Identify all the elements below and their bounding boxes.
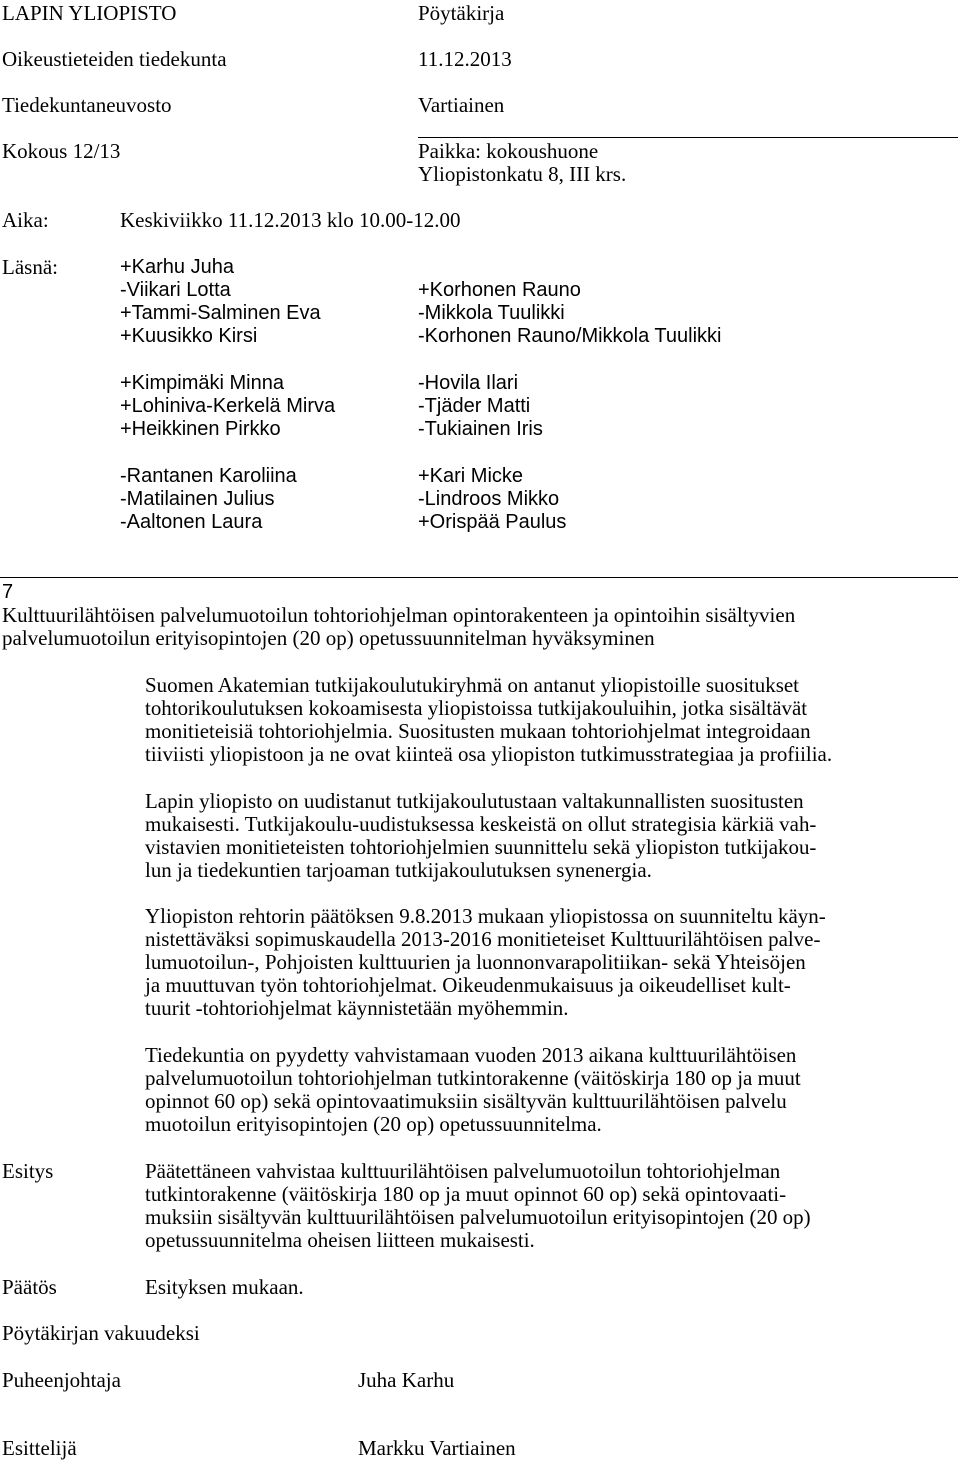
item-number: 7	[2, 581, 14, 603]
attendee-right: +Korhonen Rauno	[418, 279, 581, 301]
proposal-line: Päätettäneen vahvistaa kulttuurilähtöisen palvelumuotoilun tohtoriohjelman	[145, 1159, 781, 1183]
attendee-right: -Lindroos Mikko	[418, 488, 560, 510]
secretary-name: Markku Vartiainen	[358, 1436, 516, 1460]
paragraph-line: Tiedekuntia on pyydetty vahvistamaan vuoden 2013 aikana kulttuurilähtöisen	[145, 1043, 797, 1067]
university-name: LAPIN YLIOPISTO	[2, 1, 177, 25]
attendee-right: -Tukiainen Iris	[418, 418, 543, 440]
paragraph-line: Suomen Akatemian tutkijakoulutukiryhmä on antanut yliopistoille suositukset	[145, 673, 799, 697]
attendee-left: +Kuusikko Kirsi	[120, 325, 258, 347]
document-date: 11.12.2013	[418, 47, 512, 71]
attestation-text: Pöytäkirjan vakuudeksi	[2, 1321, 200, 1345]
chair-label: Puheenjohtaja	[2, 1368, 121, 1392]
council-name: Tiedekuntaneuvosto	[2, 93, 172, 117]
attendance-label: Läsnä:	[2, 255, 58, 279]
proposal-label: Esitys	[2, 1159, 54, 1183]
paragraph-line: muotoilun erityisopintojen (20 op) opetussuunnitelma.	[145, 1112, 602, 1136]
paragraph-line: palvelumuotoilun tohtoriohjelman tutkintorakenne (väitöskirja 180 op ja muut	[145, 1066, 801, 1090]
time-value: Keskiviikko 11.12.2013 klo 10.00-12.00	[120, 208, 461, 232]
header-divider	[418, 137, 958, 138]
paragraph-line: lumuotoilun-, Pohjoisten kulttuurien ja luonnonvarapolitiikan- sekä Yhteisöjen	[145, 950, 806, 974]
attendee-right: -Korhonen Rauno/Mikkola Tuulikki	[418, 325, 722, 347]
decision-value: Esityksen mukaan.	[145, 1275, 304, 1299]
attendee-right: +Kari Micke	[418, 465, 524, 487]
paragraph-line: ja muuttuvan työn tohtoriohjelmat. Oikeudenmukaisuus ja oikeudelliset kult-	[145, 973, 791, 997]
attendee-left: -Aaltonen Laura	[120, 511, 263, 533]
paragraph-line: opinnot 60 op) sekä opintovaatimuksiin sisältyvän kulttuurilähtöisen palvelu	[145, 1089, 787, 1113]
item-title-line1: Kulttuurilähtöisen palvelumuotoilun tohtoriohjelman opintorakenteen ja opintoihin sisältyvien	[2, 603, 796, 627]
attendee-left: +Tammi-Salminen Eva	[120, 302, 321, 324]
paragraph-line: lun ja tiedekuntien tarjoaman tutkijakoulutuksen synenergia.	[145, 858, 652, 882]
faculty-name: Oikeustieteiden tiedekunta	[2, 47, 227, 71]
paragraph-line: nistettäväksi sopimuskaudella 2013-2016 monitieteiset Kulttuurilähtöisen palve-	[145, 927, 821, 951]
paragraph-line: mukaisesti. Tutkijakoulu-uudistuksessa keskeistä on ollut strategisia kärkiä vah-	[145, 812, 817, 836]
item-divider	[0, 577, 958, 578]
paragraph	[145, 674, 960, 766]
attendee-left: +Karhu Juha	[120, 256, 234, 278]
document-author: Vartiainen	[418, 93, 505, 117]
meeting-place-line1: Paikka: kokoushuone	[418, 139, 599, 163]
decision-label: Päätös	[2, 1275, 57, 1299]
attendee-right: -Mikkola Tuulikki	[418, 302, 565, 324]
paragraph	[145, 905, 960, 1020]
attendee-right: -Tjäder Matti	[418, 395, 531, 417]
attendee-left: -Matilainen Julius	[120, 488, 275, 510]
proposal-line: opetussuunnitelma oheisen liitteen mukaisesti.	[145, 1228, 535, 1252]
item-title-line2: palvelumuotoilun erityisopintojen (20 op) opetussuunnitelman hyväksyminen	[2, 626, 655, 650]
attendee-left: +Kimpimäki Minna	[120, 372, 284, 394]
meeting-place-line2: Yliopistonkatu 8, III krs.	[418, 162, 627, 186]
paragraph-line: tuurit -tohtoriohjelmat käynnistetään myöhemmin.	[145, 996, 569, 1020]
attendee-left: +Heikkinen Pirkko	[120, 418, 281, 440]
document-type: Pöytäkirja	[418, 1, 505, 25]
proposal-line: muksiin sisältyvän kulttuurilähtöisen palvelumuotoilun erityisopintojen (20 op)	[145, 1205, 811, 1229]
secretary-label: Esittelijä	[2, 1436, 77, 1460]
paragraph-line: Yliopiston rehtorin päätöksen 9.8.2013 mukaan yliopistossa on suunniteltu käyn-	[145, 904, 826, 928]
time-label: Aika:	[2, 208, 49, 232]
chair-name: Juha Karhu	[358, 1368, 455, 1392]
paragraph	[145, 1044, 960, 1136]
paragraph-line: tohtorikoulutuksen kokoamisesta yliopistoissa tutkijakouluihin, jotka sisältävät	[145, 696, 808, 720]
paragraph-line: vistavien monitieteisten tohtoriohjelmien suunnittelu sekä yliopiston tutkijakou-	[145, 835, 817, 859]
meeting-number: Kokous 12/13	[2, 139, 121, 163]
proposal-line: tutkintorakenne (väitöskirja 180 op ja muut opinnot 60 op) sekä opintovaati-	[145, 1182, 787, 1206]
attendee-left: +Lohiniva-Kerkelä Mirva	[120, 395, 336, 417]
paragraph-line: Lapin yliopisto on uudistanut tutkijakoulutustaan valtakunnallisten suositusten	[145, 789, 804, 813]
paragraph-line: tiiviisti yliopistoon ja ne ovat kiinteä osa yliopiston tutkimusstrategiaa ja profiilia.	[145, 742, 833, 766]
attendee-left: -Viikari Lotta	[120, 279, 231, 301]
proposal-text	[145, 1160, 960, 1252]
paragraph	[145, 790, 960, 882]
attendee-right: -Hovila Ilari	[418, 372, 519, 394]
attendee-right: +Orispää Paulus	[418, 511, 567, 533]
paragraph-line: monitieteisiä tohtoriohjelmia. Suositusten mukaan tohtoriohjelmat integroidaan	[145, 719, 811, 743]
attendee-left: -Rantanen Karoliina	[120, 465, 297, 487]
